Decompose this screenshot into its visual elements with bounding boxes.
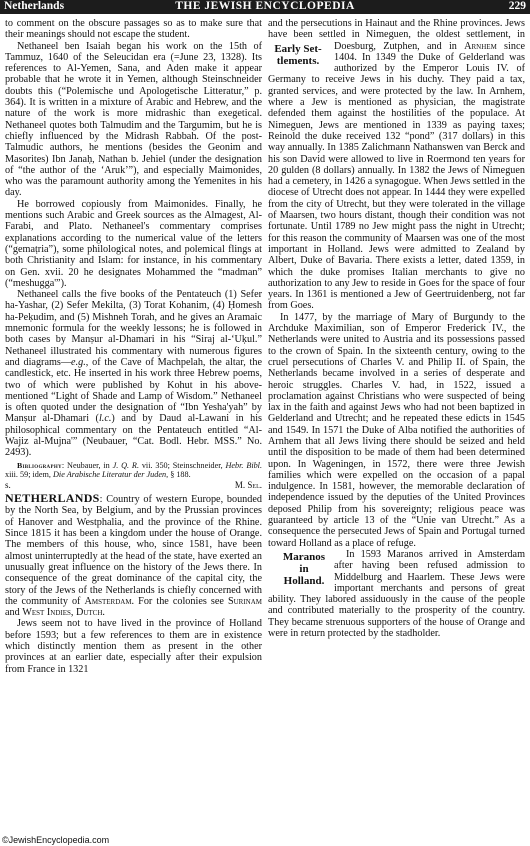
text-run: . (102, 607, 105, 619)
paragraph (268, 549, 525, 639)
text-run: . For the colonies see (131, 595, 228, 607)
paragraph: to comment on the obscure passages so as to make sure that their meanings should not escape the student. (5, 18, 262, 41)
header-section-name: Netherlands (4, 0, 65, 12)
text-run-italic: J. Q. R. (112, 460, 139, 470)
right-column (268, 18, 525, 639)
text-run-italic: Die Arabische Literatur der Juden (53, 469, 167, 479)
copyright-footer[interactable]: ©JewishEncyclopedia.com (2, 835, 110, 845)
text-run: In 1593 Maranos arrived in Amsterdam after having been refused admission to Middelburg and Haarlem. These Jews were important merchants and persons of great ability. They labored assiduously in the cause of the people and contributed materially to the prosperity of the country. They became strenuous supporters of the house of Orange and were in return protected by the stadholder. (268, 548, 525, 640)
text-run: and (5, 607, 23, 619)
header-publication-title: THE JEWISH ENCYCLOPEDIA (175, 0, 355, 12)
paragraph (5, 289, 262, 458)
cross-reference-link[interactable]: Surinam (227, 595, 262, 607)
cross-reference-link[interactable]: West Indies, Dutch (22, 607, 103, 619)
text-run: , § 188. (166, 469, 191, 479)
paragraph: Jews seem not to have lived in the province of Holland before 1593; but a few references to them are in existence which distinctly mention them as present in the other provinces at an earlier date, especially after their expulsion from France in 1321 (5, 618, 262, 675)
text-run: vii. 350; Steinschneider, (139, 460, 226, 470)
paragraph: In 1477, by the marriage of Mary of Burgundy to the Archduke Maximilian, son of Emperor Frederick IV., the Netherlands were united to Austria and its possessions passed to the crown of Spain. In the sixteenth century, owing to the cruel persecutions of Charles V. and Philip II. of Spain, the Netherlands became involved in a series of desperate and heroic struggles. Charles V. had, in 1522, issued a proclamation against Christians who were suspected of being lax in the faith and against Jews who had not been baptized in Gelderland and Utrecht; and he repeated these edicts in 1545 and 1549. In 1571 the Duke of Alba notified the authorities of Arnhem that all Jews living there should be seized and held until the disposition to be made of them had been determined upon. In Wageningen, in 1572, there were three Jewish families which were expelled on the occasion of a papal indulgence. In 1581, however, the memorable declaration of independence issued by the deputies of the United Provinces deposed Philip from his sovereignty; religious peace was guaranteed by article 13 of the “Unie van Utrecht.” As a consequence the persecuted Jews of Spain and Portugal turned toward Holland as a place of refuge. (268, 311, 525, 549)
paragraph: He borrowed copiously from Maimonides. Finally, he mentions such Arabic and Greek sources as the Almagest, Al-Farabi, and Plato. Nethaneel's commentary comprises explanations according to the numerical value of the letters (“gemaṭria”), some philological notes, and polemical flings at both Christianity and Islam: for instance, in his commentary on Gen. xvii. 20 he designates Mohammed the “madman” (“meshugga'”). (5, 198, 262, 289)
sidenote-line: Maranos (282, 550, 326, 563)
bibliography-label: Bibliography (17, 460, 62, 470)
sidenote-maranos-in-holland (268, 551, 328, 587)
text-run: xiii. 59; idem, (5, 469, 53, 479)
cross-reference-link[interactable]: Amsterdam (84, 595, 132, 607)
author-signature (5, 480, 262, 490)
sidenote-early-settlements (268, 43, 328, 67)
text-run-italic: l.c. (98, 413, 112, 425)
cross-reference-link[interactable]: Arnhem (464, 40, 497, 52)
text-run: since 1404. In 1349 the Duke of Gelderland was authorized by the Emperor Louis IV. of Germany to receive Jews in his duchy. They paid a tax, granted services, and were protected by the law. In Arnhem, where a Jew is mentioned as physician, the magistrate defended them against the hostilities of the populace. At Nimeguen, Jews are mentioned in 1339 as paying taxes; Reinold the duke received 132 “pond” (317 dollars) in this way annually. In 1385 Zalichmann Nathanswen van Berck and his son David were allowed to live in Roermond ten years for 20 gulden (8 dollars) annually. In 1382 the Jews of Nimeguen had a cemetery, in 1426 a synagogue. When Jews settled in the diocese of Utrecht does not appear. In 1444 they were expelled from the city of Utrecht, but they were tolerated in the village of Maarsen, two hours distant, though their condition was not fortunate. Until 1789 no Jew might pass the night in Utrecht; for this reason the community of Maarsen was one of the most important in Holland. Jews were admitted to Zealand by Albert, Duke of Bavaria. There exists a letter, dated 1359, in which the duke promises Italian merchants to give no authorization to any Jew to reside in Goes for the space of four years. In 1361 is mentioned a Jew of Geertruidenberg, not far from Goes. (268, 40, 525, 312)
text-run: : Neubauer, in (61, 460, 113, 470)
sidenote-line: tlements. (276, 54, 320, 67)
header-page-number: 229 (508, 0, 526, 12)
author-initials: M. Sel. (234, 480, 262, 491)
bibliography (5, 461, 262, 480)
sidenote-line: Holland. (283, 574, 325, 587)
text-run: ) and by Daud al-Lawani in his philosophical commentary on the Pentateuch entitled “Al-Wajiz al-Mujna'” (Neubauer, “Cat. Bodl. Hebr. MSS.” No. 2493). (5, 413, 262, 459)
running-header (0, 0, 530, 14)
article-headword: NETHERLANDS (5, 491, 100, 506)
text-run-italic: e.g. (71, 356, 86, 368)
text-run-italic: Hebr. Bibl. (225, 460, 263, 470)
article-class-mark: s. (5, 480, 11, 491)
text-run: : Country of western Europe, bounded by the North Sea, by Belgium, and by the Prussian provinces of Hanover and Westphalia, and the province of the Rhine. Since 1815 it has been a kingdom under the house of Orange. The members of this house, who, since 1581, have been almost uninterruptedly at the head of the state, have exerted an unusually great influence on the history of the Jews there. In consequence of the great dominance of the capital city, the story of the Jews of the Netherlands is chiefly concerned with the community of (5, 494, 262, 607)
paragraph (268, 18, 525, 312)
article-start-netherlands (5, 493, 262, 618)
paragraph: Nethaneel ben Isaiah began his work on the 15th of Tammuz, 1640 of the Seleucidan era (=June 23, 1328). Its references to Al-Yemen, Sana, and Aden make it appear probable that he wrote it in Yemen, although Steinschneider doubts this (“Polemische und Apologetische Litteratur,” p. 364). It is written in a mixture of Arabic and Hebrew, and the nature of the work is more midrashic than exegetical. Nethaneel quotes both Talmudim and the Targumim, but he is chiefly influenced by the Midrash Rabbah. Of the post-Talmudic authors, he mentions (besides the Geonim and Masorites) Ibn Janaḥ, Nathan b. Jehiel (under the designation of “the author of the ‘Aruk’”), and especially Maimonides, who was the paramount authority among the Yemenites in his day. (5, 40, 262, 199)
left-column (5, 18, 262, 675)
sidenote-line: in (299, 562, 309, 575)
text-run: and the persecutions in Hainaut and the Rhine provinces. Jews have been settled in Nimeguen, the oldest settlement, in Doesburg, Zutphen, and in (268, 18, 525, 52)
text-run: , of the Cave of Machpelah, the altar, the candlestick, etc. He inserted in his work three Hebrew poems, two of which were published by Kohut in his above-mentioned “Light of Shade and Lamp of Wisdom.” Nethaneel is often quoted under the designation of “Ibn Yesha'yah” by Manṣur al-Dhamari ( (5, 356, 262, 425)
text-run: Nethaneel calls the five books of the Pentateuch (1) Sefer ha-Yashar, (2) Sefer Mekilta, (3) Torat Kohanim, (4) Ḥomesh ha-Peḳudim, and (5) Mishneh Torah, and he gives an Aramaic mnemonic formula for the weekly lessons; he is followed in both cases by Manṣur al-Dhamari in his “Siraj al-‘Uḳul.” Nethaneel illustrated his commentary with numerous figures and diagrams— (5, 289, 262, 368)
sidenote-line: Early Set- (274, 42, 322, 55)
